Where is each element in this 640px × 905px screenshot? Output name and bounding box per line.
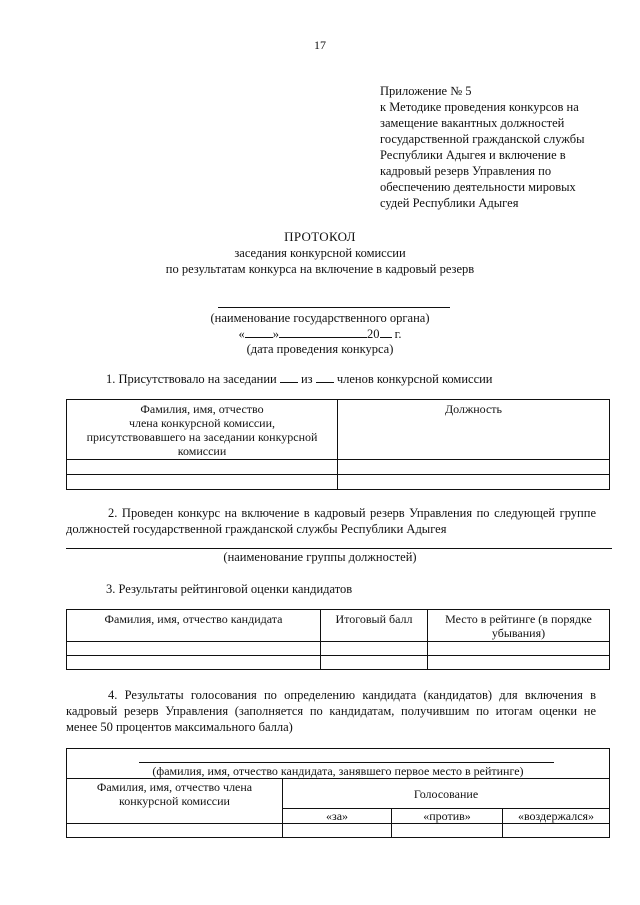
table-header: Фамилия, имя, отчество члена конкурсной комиссии bbox=[67, 779, 283, 824]
date-day-blank bbox=[245, 326, 273, 338]
voting-table bbox=[66, 748, 610, 838]
document-title: ПРОТОКОЛ bbox=[284, 229, 356, 244]
section-4-text: 4. Результаты голосования по определению кандидата (кандидатов) для включения в кадровый резерв Управления (заполняется по кандидатам, получившим по итогам оценки не менее 50 процентов максимального балла) bbox=[66, 688, 596, 734]
appendix-line: судей Республики Адыгея bbox=[380, 196, 519, 210]
table-header: «против» bbox=[392, 809, 503, 824]
table-header: «воздержался» bbox=[503, 809, 610, 824]
section-2-text: 2. Проведен конкурс на включение в кадровый резерв Управления по следующей группе должностей государственной гражданской службы Республики Адыгея bbox=[66, 506, 596, 536]
table-header: Фамилия, имя, отчество члена конкурсной комиссии, присутствовавшего на заседании конкурсной комиссии bbox=[67, 400, 338, 460]
section-1-text: 1. Присутствовало на заседании из членов конкурсной комиссии bbox=[106, 372, 493, 386]
candidate-name-line bbox=[139, 762, 554, 763]
table-cell bbox=[338, 475, 610, 490]
org-name-caption: (наименование государственного органа) bbox=[210, 311, 430, 325]
table-cell bbox=[67, 460, 338, 475]
table-cell bbox=[428, 656, 610, 670]
appendix-line: замещение вакантных должностей bbox=[380, 116, 565, 130]
present-count-blank bbox=[280, 371, 298, 383]
table-cell bbox=[67, 475, 338, 490]
rating-table bbox=[66, 609, 610, 670]
date-suffix: г. bbox=[391, 327, 402, 341]
date-month-blank bbox=[279, 326, 367, 338]
table-cell bbox=[321, 656, 428, 670]
appendix-line: обеспечению деятельности мировых bbox=[380, 180, 576, 194]
attendance-table bbox=[66, 399, 610, 490]
group-name-line bbox=[66, 548, 612, 549]
section-3-text: 3. Результаты рейтинговой оценки кандидатов bbox=[106, 582, 353, 596]
table-cell bbox=[67, 642, 321, 656]
table-header: Фамилия, имя, отчество кандидата bbox=[67, 610, 321, 642]
date-caption: (дата проведения конкурса) bbox=[246, 342, 394, 356]
table-cell bbox=[67, 824, 283, 838]
total-count-blank bbox=[316, 371, 334, 383]
candidate-row bbox=[67, 749, 610, 779]
table-cell bbox=[321, 642, 428, 656]
table-cell bbox=[392, 824, 503, 838]
appendix-line: Приложение № 5 bbox=[380, 84, 472, 98]
candidate-caption: (фамилия, имя, отчество кандидата, занявшего первое место в рейтинге) bbox=[152, 764, 524, 778]
document-subtitle: заседания конкурсной комиссии bbox=[234, 246, 406, 260]
appendix-line: Республики Адыгея и включение в bbox=[380, 148, 566, 162]
appendix-line: кадровый резерв Управления по bbox=[380, 164, 552, 178]
date-year-blank bbox=[380, 326, 392, 338]
table-header: Место в рейтинге (в порядке убывания) bbox=[428, 610, 610, 642]
table-cell bbox=[338, 460, 610, 475]
table-header: Голосование bbox=[283, 779, 610, 809]
table-header: «за» bbox=[283, 809, 392, 824]
appendix-block bbox=[380, 83, 585, 211]
table-header: Должность bbox=[338, 400, 610, 460]
page-number: 17 bbox=[314, 38, 326, 52]
date-close-quote: » bbox=[272, 327, 280, 341]
date-line bbox=[0, 326, 640, 342]
table-cell bbox=[283, 824, 392, 838]
appendix-line: к Методике проведения конкурсов на bbox=[380, 100, 579, 114]
group-name-caption: (наименование группы должностей) bbox=[223, 550, 417, 564]
org-name-line bbox=[218, 307, 450, 308]
appendix-line: государственной гражданской службы bbox=[380, 132, 585, 146]
date-open-quote: « bbox=[238, 327, 245, 341]
table-header: Итоговый балл bbox=[321, 610, 428, 642]
date-year: 20 bbox=[367, 327, 380, 341]
table-cell bbox=[428, 642, 610, 656]
table-cell bbox=[67, 656, 321, 670]
table-cell bbox=[503, 824, 610, 838]
document-subtitle: по результатам конкурса на включение в кадровый резерв bbox=[165, 262, 475, 276]
